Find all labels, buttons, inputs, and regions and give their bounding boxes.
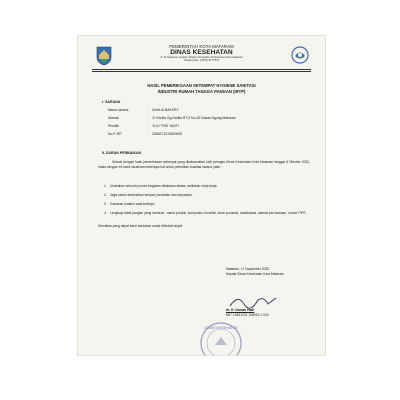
agency-address: Jl. Dr.Soetomo Lingkar Selatan Kompleks Perkantoran Kota Mataram [160,56,243,59]
government-name: PEMERINTAH KOTA MATARAM [169,44,234,49]
signature-role: Kepala Dinas Kesehatan Kota Mataram [226,272,284,276]
letterhead-divider-thin [92,71,311,72]
section-heading-sarana: I. SARANA [102,100,121,104]
stamp-text: DINAS KESEHATAN [204,326,238,330]
agency-name: DINAS KESEHATAN [170,49,233,56]
document-title: HASIL PEMERIKSAAN SETEMPAT HYGIENE SANITASI INDUSTRI RUMAH TANGGA PANGAN (IRTP) [147,83,256,94]
section-heading-saran: II. SARAN PERBAIKAN [102,151,142,155]
city-crest-icon [96,46,112,66]
signature-place-date: Mataram, 17 Nopember 2020 [226,267,270,271]
letterhead [118,44,285,63]
agency-contact: Telepon/Fax. (0370) 6177547 [183,59,220,63]
document-page: PEMERINTAH KOTA MATARAM DINAS KESEHATAN Jl. Dr.Soetomo Lingkar Selatan Kompleks Perkantoran Kota Mataram Telepon/Fax. (0370) 6177547 HASIL PEMERIKSAAN SETEMPAT HYGIENE SANITASI INDUSTRI RUMAH TANGGA PANGAN (IRTP) I. SARANA Nama sarana : DAHLIA BAKERY Alamat : Jl. Kenita Gg.Dahlia RT.X No.25 Dasan Agung Mataram Pemilik : YULI TRIS YANTI No.P-IRT : 2065271010619925 II. SARAN PERBAIKAN Sesuai dengan hasil pemeriksaan setempat yang dilaksanakan oleh petugas Dinas Kesehatan Kota Mataram tanggal 6 Oktober 2020, maka dengan ini kami sarankan beberapa hal untuk perbaikan kualitas sarana yaitu : 1. Usahakan seluruh proses kegiatan dilakukan diatas, sediakan meja kerja. 2. Jaga selalu kebersihan tempat, peralatan dan karyawan. 3. Gunakan masker saat bekerja. 4. Lengkapi label pangan yang memuat : nama produk, komposisi, berat/isi, kode produksi, kadaluarsa, alamat perusahaan, nomor PIRT. Demikian yang dapat kami sarankan untuk ditindak lanjuti. Mataram, 17 Nopember 2020 Kepala Dinas Kesehatan Kota Mataram DINAS KESEHATAN dr. H. Usman Hadi NIP. 19631231 198903 1 002 [78,36,325,355]
signatory-nip: NIP. 19631231 198903 1 002 [226,313,269,317]
health-ministry-logo-icon [291,46,309,64]
signatory-name: dr. H. Usman Hadi [226,308,255,312]
closing-paragraph: Demikian yang dapat kami sarankan untuk ditindak lanjuti. [98,224,184,228]
intro-paragraph: Sesuai dengan hasil pemeriksaan setempat yang dilaksanakan oleh petugas Dinas Kesehatan Kota Mataram tanggal 6 Oktober 2020, maka dengan ini kami sarankan beberapa hal untuk perbaikan kualitas sarana yaitu : [98,160,310,169]
official-stamp-icon [199,321,243,355]
